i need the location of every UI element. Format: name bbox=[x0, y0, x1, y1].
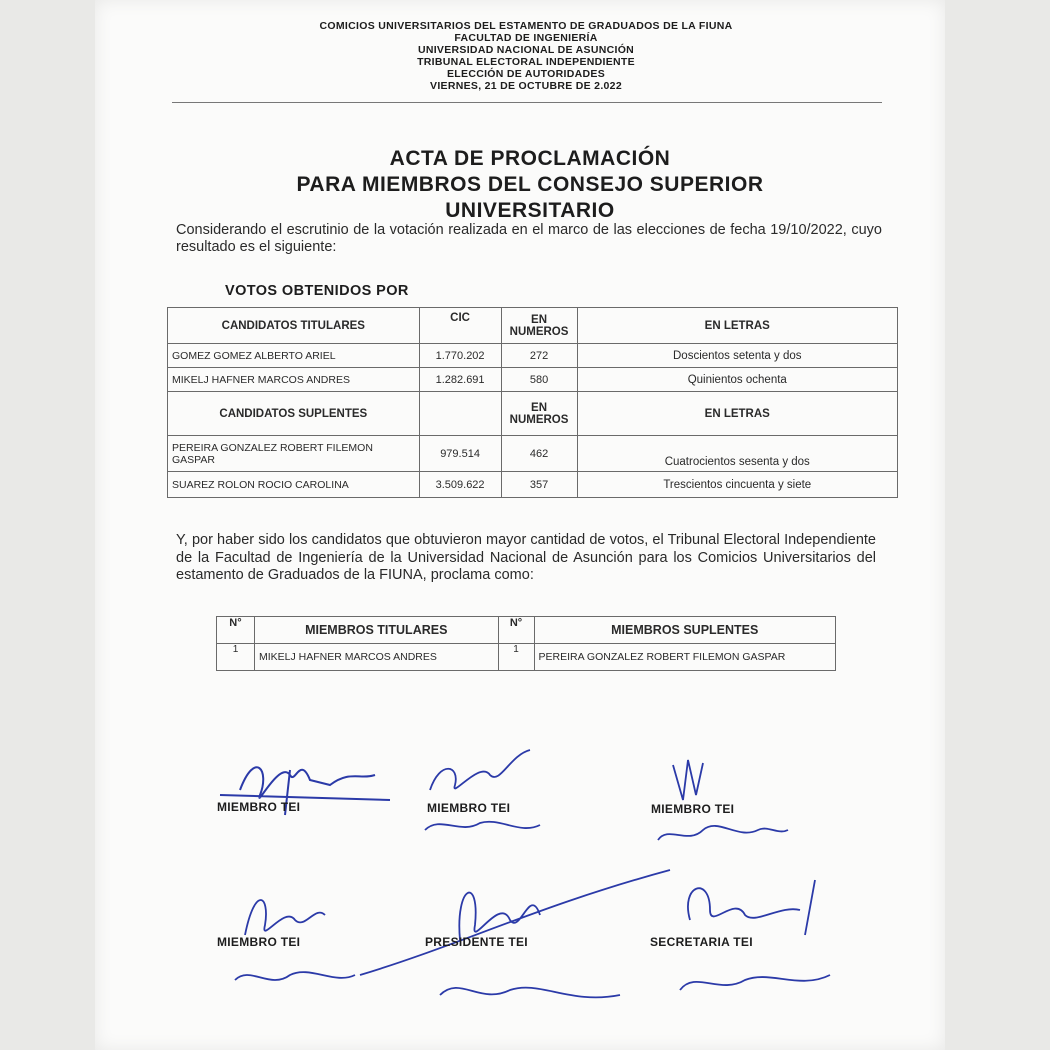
header-en-numeros: EN NUMEROS bbox=[501, 392, 577, 436]
candidate-name: GOMEZ GOMEZ ALBERTO ARIEL bbox=[168, 344, 420, 368]
table-row bbox=[168, 368, 898, 392]
header-miembros-titulares: MIEMBROS TITULARES bbox=[254, 617, 498, 644]
intro-paragraph: Considerando el escrutinio de la votación realizada en el marco de las elecciones de fecha 19/10/2022, cuyo resultado es el siguiente: bbox=[176, 222, 882, 255]
votes-letters: Cuatrocientos sesenta y dos bbox=[577, 436, 897, 472]
row-number: 1 bbox=[498, 644, 534, 671]
table-header-row bbox=[168, 392, 898, 436]
table-row bbox=[168, 436, 898, 472]
title-line: ACTA DE PROCLAMACIÓN bbox=[389, 147, 671, 170]
header-number: N° bbox=[498, 617, 534, 644]
header-line: COMICIOS UNIVERSITARIOS DEL ESTAMENTO DE GRADUADOS DE LA FIUNA bbox=[319, 20, 733, 32]
header-line: TRIBUNAL ELECTORAL INDEPENDIENTE bbox=[417, 56, 635, 68]
signature-role: SECRETARIA TEI bbox=[650, 935, 753, 949]
header-en-numeros: EN NUMEROS bbox=[501, 308, 577, 344]
votes-number: 580 bbox=[501, 368, 577, 392]
header-line: FACULTAD DE INGENIERÍA bbox=[454, 32, 598, 44]
signature-role: MIEMBRO TEI bbox=[217, 935, 301, 949]
signature-block bbox=[200, 740, 400, 850]
table-header-row bbox=[168, 308, 898, 344]
header-line: ELECCIÓN DE AUTORIDADES bbox=[447, 68, 605, 80]
proclamation-table bbox=[216, 616, 836, 671]
candidate-cic: 3.509.622 bbox=[419, 472, 501, 498]
votes-number: 272 bbox=[501, 344, 577, 368]
votes-number: 357 bbox=[501, 472, 577, 498]
signature-block bbox=[420, 865, 620, 975]
header-line: UNIVERSIDAD NACIONAL DE ASUNCIÓN bbox=[417, 44, 635, 56]
votes-letters: Doscientos setenta y dos bbox=[577, 344, 897, 368]
votes-table bbox=[167, 307, 898, 498]
signature-image bbox=[200, 740, 420, 850]
document-header bbox=[170, 20, 882, 92]
signature-image bbox=[420, 745, 620, 855]
document-title bbox=[180, 146, 880, 224]
signature-image bbox=[648, 745, 848, 855]
table-row bbox=[168, 472, 898, 498]
signature-block bbox=[420, 745, 620, 855]
candidate-name: SUAREZ ROLON ROCIO CAROLINA bbox=[168, 472, 420, 498]
candidate-name: PEREIRA GONZALEZ ROBERT FILEMON GASPAR bbox=[168, 436, 420, 472]
signature-block bbox=[648, 745, 848, 855]
table-row bbox=[217, 644, 836, 671]
candidate-cic: 979.514 bbox=[419, 436, 501, 472]
votes-heading: VOTOS OBTENIDOS POR bbox=[225, 283, 409, 299]
table-row bbox=[168, 344, 898, 368]
member-suplente: PEREIRA GONZALEZ ROBERT FILEMON GASPAR bbox=[534, 644, 836, 671]
candidate-cic: 1.770.202 bbox=[419, 344, 501, 368]
signature-role: PRESIDENTE TEI bbox=[425, 935, 528, 949]
header-miembros-suplentes: MIEMBROS SUPLENTES bbox=[534, 617, 836, 644]
header-en-letras: EN LETRAS bbox=[577, 308, 897, 344]
closing-paragraph: Y, por haber sido los candidatos que obtuvieron mayor cantidad de votos, el Tribunal Electoral Independiente de la Facultad de Ingeniería de la Universidad Nacional de Asunción para los Comicios Universitarios del estamento de Graduados de la FIUNA, proclama como: bbox=[176, 532, 876, 583]
header-candidatos-suplentes: CANDIDATOS SUPLENTES bbox=[168, 392, 420, 436]
votes-letters: Trescientos cincuenta y siete bbox=[577, 472, 897, 498]
signature-role: MIEMBRO TEI bbox=[217, 800, 301, 814]
header-number: N° bbox=[217, 617, 255, 644]
votes-number: 462 bbox=[501, 436, 577, 472]
signature-role: MIEMBRO TEI bbox=[651, 802, 735, 816]
header-cic: CIC bbox=[419, 308, 501, 344]
title-line: UNIVERSITARIO bbox=[445, 199, 615, 222]
candidate-cic: 1.282.691 bbox=[419, 368, 501, 392]
candidate-name: MIKELJ HAFNER MARCOS ANDRES bbox=[168, 368, 420, 392]
header-empty bbox=[419, 392, 501, 436]
header-line: VIERNES, 21 DE OCTUBRE DE 2.022 bbox=[430, 80, 622, 92]
signature-block bbox=[650, 865, 850, 975]
signature-block bbox=[215, 875, 415, 985]
signature-role: MIEMBRO TEI bbox=[427, 801, 511, 815]
header-en-letras: EN LETRAS bbox=[577, 392, 897, 436]
row-number: 1 bbox=[217, 644, 255, 671]
votes-letters: Quinientos ochenta bbox=[577, 368, 897, 392]
header-candidatos-titulares: CANDIDATOS TITULARES bbox=[168, 308, 420, 344]
table-header-row bbox=[217, 617, 836, 644]
member-titular: MIKELJ HAFNER MARCOS ANDRES bbox=[254, 644, 498, 671]
header-divider bbox=[172, 102, 882, 103]
title-line: PARA MIEMBROS DEL CONSEJO SUPERIOR bbox=[296, 173, 764, 196]
